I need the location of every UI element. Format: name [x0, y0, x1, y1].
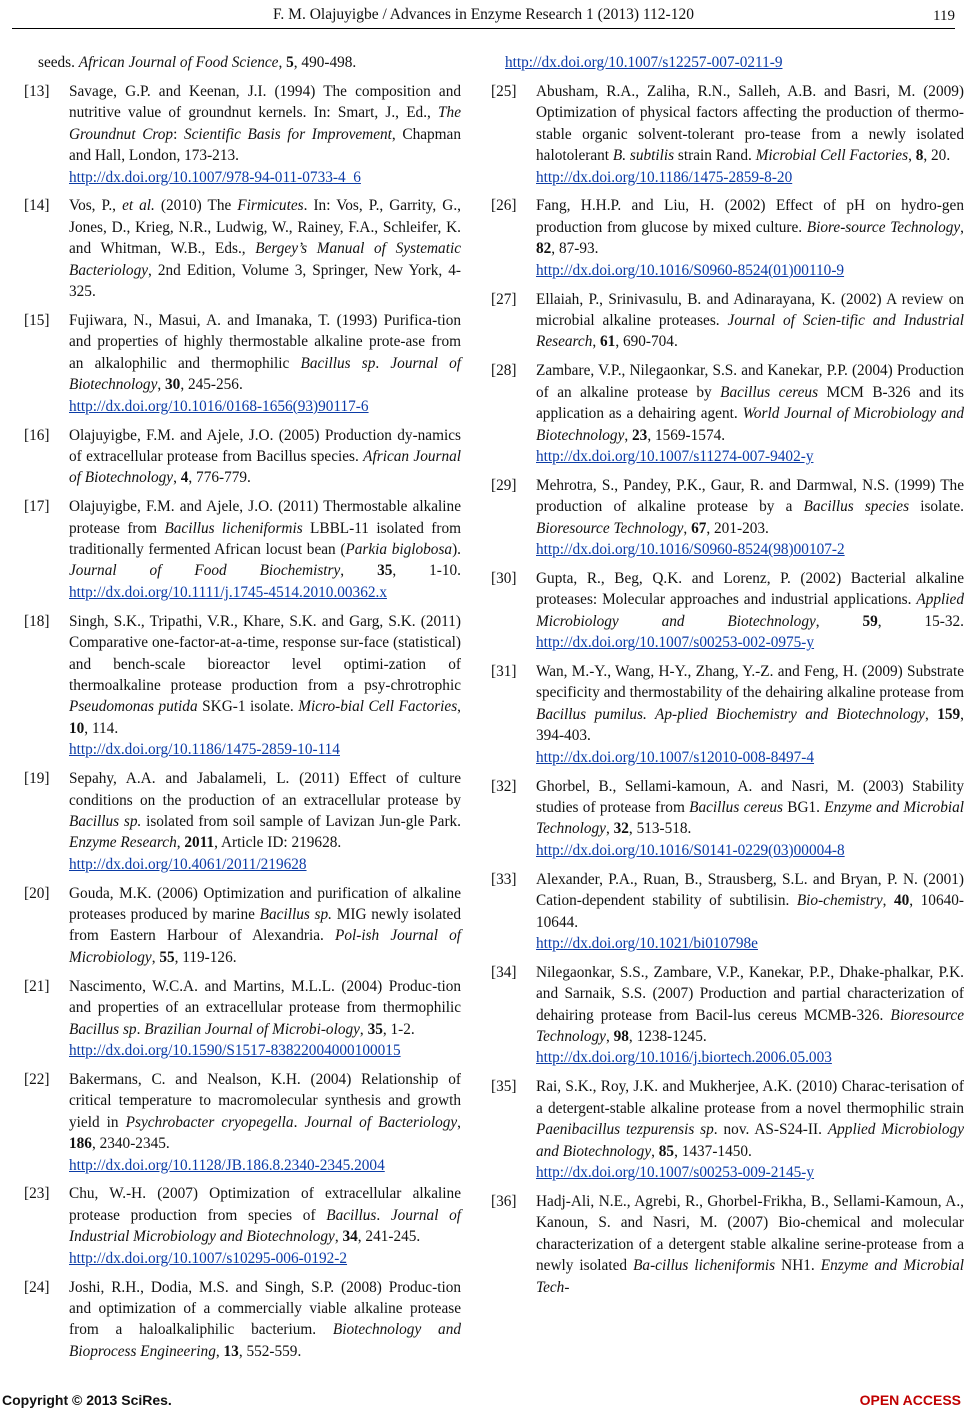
- reference-text: Nilegaonkar, S.S., Zambare, V.P., Kanekar, P.P., Dhake-phalkar, P.K. and Sarnaik, S.S. (2007) Production and partial characterization of dehairing protease from Bacil-lus cereus MCMB-326.: [536, 963, 964, 1024]
- reference-number: [20]: [24, 884, 50, 902]
- reference-number: [24]: [24, 1278, 50, 1296]
- reference-text: Bacillus sp: [300, 354, 376, 372]
- reference-text: MCM B-326 and its application as a dehairing agent.: [536, 383, 965, 423]
- reference-entry: [24, 496, 461, 603]
- reference-text: Applied Microbiology and Biotechnology: [536, 591, 964, 630]
- reference-text: Mehrotra, S., Pandey, P.K., Gaur, R. and Darmwal, N.S. (1999) The production of alkaline protease by a: [536, 476, 964, 516]
- reference-text: et al.: [122, 197, 155, 215]
- reference-text: Enzyme and Microbial Tech-: [536, 1257, 964, 1296]
- reference-entry: [24, 425, 462, 489]
- doi-link[interactable]: http://dx.doi.org/10.1590/S1517-83822004000100015: [69, 1041, 401, 1059]
- reference-text: Journal of Biotechnology: [69, 354, 462, 394]
- reference-text: Pol-ish Journal of Microbiology: [69, 927, 461, 966]
- reference-text: Ba-cillus licheniformis: [633, 1257, 776, 1275]
- reference-text: 55: [159, 948, 175, 966]
- reference-text: ,: [457, 698, 461, 716]
- reference-text: NH1.: [775, 1257, 821, 1275]
- reference-number: [30]: [491, 569, 517, 587]
- reference-text: 4: [180, 469, 189, 487]
- reference-text: Parkia biglobosa: [345, 541, 453, 559]
- reference-text: The Groundnut Crop: [69, 104, 461, 143]
- reference-text: Bacillus species: [803, 498, 910, 516]
- reference-text: Enzyme Research: [69, 834, 177, 852]
- reference-entry: [24, 768, 462, 875]
- reference-number: [32]: [491, 777, 517, 795]
- reference-text: , 114.: [84, 719, 119, 737]
- doi-link[interactable]: http://dx.doi.org/10.1007/s12010-008-8497-4: [536, 748, 815, 766]
- reference-entry: [24, 1277, 461, 1363]
- reference-text: ,: [924, 705, 938, 723]
- reference-text: 2011: [184, 834, 215, 852]
- reference-number: [15]: [24, 311, 50, 329]
- reference-entry: [491, 1191, 964, 1298]
- reference-text: ,: [334, 1228, 343, 1246]
- reference-text: ,: [624, 426, 633, 444]
- reference-text: .: [293, 1113, 305, 1131]
- reference-text: isolate.: [909, 498, 964, 516]
- reference-entry: [24, 81, 461, 188]
- reference-text: ,: [176, 834, 185, 852]
- doi-link[interactable]: http://dx.doi.org/10.1007/s11274-007-9402-y: [536, 447, 814, 465]
- copyright-notice: Copyright © 2013 SciRes.: [2, 1392, 172, 1408]
- reference-text: Hadj-Ali, N.E., Agrebi, R., Ghorbel-Frikha, B., Sellami-Kamoun, A., Kanoun, S. and Nasri, M. (2007) Bio-chemical and molecular characterization of a detergent stable alkaline serine-protease from a newly isolated: [536, 1192, 964, 1275]
- reference-entry: [491, 568, 964, 654]
- reference-text: 23: [632, 426, 648, 444]
- reference-text: Bakermans, C. and Nealson, K.H. (2004) Relationship of critical temperature to macromolecular synthesis and growth yield in: [69, 1070, 461, 1131]
- reference-text: Enzyme and Microbial Technology: [536, 799, 964, 838]
- reference-text: 13: [223, 1342, 239, 1360]
- reference-entry: [491, 475, 964, 561]
- reference-text: Abusham, R.A., Zaliha, R.N., Salleh, A.B. and Basri, M. (2009) Optimization of physical factors affecting the production of thermo-stable organic solvent-tolerant pro-tease from a newly isolated halotolerant: [536, 82, 964, 165]
- reference-text: .: [376, 1206, 391, 1224]
- reference-text: LBBL-11 isolated from traditionally fermented African locust bean (: [69, 519, 461, 559]
- reference-text: , 20.: [923, 147, 951, 165]
- reference-text: Joshi, R.H., Dodia, M.S. and Singh, S.P. (2008) Produc-tion and optimization of a commercially viable alkaline protease from a haloalkaliphilic bacterium.: [69, 1278, 461, 1339]
- reference-text: BG1.: [782, 799, 825, 816]
- reference-text: , 2340-2345.: [91, 1135, 170, 1153]
- header-rule: [12, 28, 955, 29]
- reference-text: Zambare, V.P., Nilegaonkar, S.S. and Kanekar, P.P. (2004) Production of an alkaline protease by: [536, 362, 964, 401]
- doi-link[interactable]: http://dx.doi.org/10.1007/978-94-011-0733-4_6: [69, 168, 361, 186]
- reference-entry: [24, 1183, 462, 1269]
- running-header: [0, 6, 967, 28]
- reference-text: ,: [151, 948, 160, 966]
- open-access-label: OPEN ACCESS: [859, 1392, 961, 1408]
- reference-number: [18]: [24, 612, 50, 630]
- reference-entry: [491, 1076, 964, 1183]
- reference-text: Ellaiah, P., Srinivasulu, B. and Adinarayana, K. (2002) A review on microbial alkaline proteases.: [536, 290, 964, 329]
- reference-text: , 690-704.: [615, 333, 678, 351]
- footer: [0, 1392, 967, 1414]
- reference-number: [23]: [24, 1185, 50, 1203]
- reference-text: 40: [894, 892, 910, 910]
- reference-text: Savage, G.P. and Keenan, J.I. (1994) The composition and nutritive value of groundnut kernels. In: Smart, J., Ed.,: [69, 82, 461, 122]
- reference-text: ,: [157, 376, 166, 394]
- reference-text: Journal of Bacteriology: [304, 1113, 458, 1131]
- doi-link[interactable]: http://dx.doi.org/10.1111/j.1745-4514.2010.00362.x: [69, 583, 387, 601]
- reference-entry: [491, 661, 964, 768]
- reference-text: . In: Vos, P., Garrity, G., Jones, D., Krieg, N.R., Ludwig, W., Rainey, F.A., Schleifer, K. and Whitman, W.B., Eds.,: [69, 197, 461, 258]
- reference-text: Journal of Scien-tific and Industrial Research: [536, 311, 964, 351]
- reference-text: 82: [536, 240, 552, 258]
- reference-text: Rai, S.K., Roy, J.K. and Mukherjee, A.K. (2010) Charac-terisation of a detergent-stable alkaline protease from a novel thermophilic strain: [536, 1078, 964, 1117]
- reference-text: African Journal of Food Science: [78, 54, 279, 71]
- reference-text: ,: [908, 147, 916, 165]
- reference-text: Alexander, P.A., Ruan, B., Strausberg, S.L. and Bryan, P. N. (2001) Cation-dependent stability of subtilisin.: [536, 870, 964, 910]
- reference-entry: [38, 52, 461, 73]
- reference-text: Bacillus: [326, 1206, 377, 1224]
- reference-text: Applied Microbiology and Biotechnology: [536, 1121, 964, 1160]
- reference-text: (2010) The: [154, 197, 238, 215]
- reference-text: , 201-203.: [706, 519, 769, 537]
- reference-entry: [491, 289, 964, 353]
- reference-text: Journal of Industrial Microbiology and Biotechnology: [69, 1206, 462, 1246]
- reference-text: 34: [342, 1228, 358, 1246]
- reference-text: , 1238-1245.: [628, 1028, 707, 1046]
- reference-text: , 1-10.: [392, 562, 461, 580]
- reference-text: Biore-source Technology: [806, 218, 961, 236]
- reference-text: Gupta, R., Beg, Q.K. and Lorenz, P. (2002) Bacterial alkaline proteases: Molecular approaches and industrial applications.: [536, 569, 964, 609]
- doi-link[interactable]: http://dx.doi.org/10.4061/2011/219628: [69, 855, 307, 873]
- reference-text: , 10640-10644.: [536, 892, 964, 931]
- reference-text: , 119-126.: [174, 948, 237, 966]
- reference-text: ,: [605, 1028, 614, 1046]
- reference-text: Bacillus sp.: [69, 812, 142, 830]
- reference-entry: [24, 883, 461, 969]
- reference-number: [34]: [491, 963, 517, 981]
- reference-entry: [491, 360, 965, 467]
- reference-entry: [491, 81, 964, 188]
- reference-text: African Journal of Biotechnology: [69, 447, 462, 487]
- reference-text: :: [173, 125, 184, 143]
- reference-entry: [505, 52, 964, 73]
- doi-link[interactable]: http://dx.doi.org/10.1016/S0141-0229(03)00004-8: [536, 841, 845, 859]
- reference-text: Bioresource Technology: [536, 1006, 964, 1046]
- reference-number: [33]: [491, 870, 517, 888]
- reference-text: ,: [683, 519, 692, 537]
- doi-link[interactable]: http://dx.doi.org/10.1016/S0960-8524(01)00110-9: [536, 261, 845, 279]
- reference-text: 98: [613, 1028, 629, 1046]
- doi-link[interactable]: http://dx.doi.org/10.1007/s10295-006-0192-2: [69, 1249, 348, 1267]
- reference-text: SKG-1 isolate.: [197, 698, 299, 716]
- reference-text: Olajuyigbe, F.M. and Ajele, J.O. (2011) Thermostable alkaline protease from: [69, 498, 461, 537]
- reference-text: ,: [592, 333, 601, 351]
- doi-link[interactable]: http://dx.doi.org/10.1007/s00253-009-2145-y: [536, 1164, 815, 1181]
- reference-text: , 513-518.: [628, 820, 692, 838]
- reference-text: 186: [69, 1135, 92, 1153]
- reference-text: , 552-559.: [238, 1342, 302, 1360]
- reference-text: ,: [173, 469, 181, 487]
- reference-text: MIG newly isolated from Eastern Harbour of Alexandria.: [69, 906, 461, 945]
- reference-text: isolated from soil sample of Lavizan Jun-gle Park.: [141, 812, 462, 830]
- left-column: [24, 52, 462, 1370]
- reference-number: [14]: [24, 197, 50, 215]
- doi-link[interactable]: http://dx.doi.org/10.1007/s12257-007-0211-9: [505, 54, 783, 71]
- reference-text: , 2nd Edition, Volume 3, Springer, New York, 4-325.: [69, 261, 461, 301]
- reference-text: ,: [651, 1142, 659, 1160]
- reference-text: Vos, P.,: [69, 197, 123, 215]
- reference-text: , 1569-1574.: [647, 426, 726, 444]
- reference-text: Journal of Food Biochemistry: [69, 562, 341, 580]
- reference-number: [21]: [24, 977, 50, 995]
- reference-text: strain Rand.: [674, 147, 756, 165]
- reference-entry: [24, 976, 461, 1062]
- reference-number: [31]: [491, 663, 517, 681]
- doi-link[interactable]: http://dx.doi.org/10.1016/0168-1656(93)90117-6: [69, 397, 369, 415]
- reference-text: ,: [340, 562, 378, 580]
- reference-text: Singh, S.K., Tripathi, V.R., Khare, S.K. and Garg, S.K. (2011) Comparative one-factor-at-a-time, response sur-face (statistical) and bench-scale bioreactor level optimi-zation of thermoalkaline protease production from a psy-chrotrophic: [69, 612, 461, 694]
- reference-number: [36]: [491, 1192, 517, 1210]
- reference-text: B. subtilis: [612, 147, 675, 165]
- reference-text: ,: [278, 54, 287, 71]
- reference-text: Micro-bial Cell Factories: [298, 698, 458, 716]
- reference-text: Firmicutes: [237, 197, 304, 215]
- reference-text: 159: [937, 705, 961, 723]
- doi-link[interactable]: http://dx.doi.org/10.1016/S0960-8524(98)00107-2: [536, 541, 845, 559]
- reference-text: 35: [377, 562, 393, 580]
- reference-text: ,: [882, 892, 894, 910]
- doi-link[interactable]: http://dx.doi.org/10.1186/1475-2859-10-114: [69, 741, 340, 759]
- reference-entry: [491, 869, 964, 955]
- reference-text: Fujiwara, N., Masui, A. and Imanaka, T. (1993) Purifica-tion and properties of highly thermostable alkaline prote-ase from an alkalophilic and thermophilic: [69, 311, 461, 372]
- reference-text: Bacillus cereus: [720, 383, 819, 401]
- reference-number: [28]: [491, 362, 517, 380]
- running-title: F. M. Olajuyigbe / Advances in Enzyme Research 1 (2013) 112-120: [273, 6, 694, 23]
- reference-entry: [24, 195, 461, 302]
- reference-text: Scientific Basis for Improvement: [183, 125, 392, 143]
- reference-text: 85: [658, 1142, 675, 1160]
- reference-text: 5: [286, 54, 294, 71]
- reference-text: Bacillus licheniformis: [164, 519, 303, 537]
- reference-text: ,: [457, 1113, 461, 1131]
- reference-number: [35]: [491, 1078, 517, 1096]
- reference-text: Bacillus sp.: [259, 906, 332, 924]
- reference-text: 10: [69, 719, 85, 737]
- doi-link[interactable]: http://dx.doi.org/10.1128/JB.186.8.2340-2345.2004: [69, 1156, 385, 1174]
- reference-text: Microbial Cell Factories: [755, 147, 909, 165]
- reference-text: , 490-498.: [293, 54, 357, 71]
- reference-entry: [491, 776, 964, 862]
- reference-text: Psychrobacter cryopegella: [125, 1113, 294, 1131]
- reference-text: Gouda, M.K. (2006) Optimization and purification of alkaline proteases produced by marine: [69, 884, 461, 924]
- reference-text: ,: [359, 1020, 368, 1038]
- reference-number: [29]: [491, 476, 517, 494]
- reference-number: [27]: [491, 290, 517, 308]
- reference-text: 59: [862, 612, 878, 630]
- reference-text: , 245-256.: [180, 376, 243, 394]
- reference-text: 30: [165, 376, 181, 394]
- reference-text: , 15-32.: [877, 612, 964, 630]
- reference-text: Bio-chemistry: [796, 892, 883, 910]
- reference-entry: [24, 310, 462, 417]
- reference-text: Paenibacillus tezpurensis sp: [536, 1121, 714, 1139]
- doi-link[interactable]: http://dx.doi.org/10.1016/j.biortech.2006.05.003: [536, 1049, 832, 1067]
- reference-text: , 241-245.: [357, 1228, 421, 1246]
- reference-entry: [491, 962, 964, 1069]
- doi-link[interactable]: http://dx.doi.org/10.1021/bi010798e: [536, 934, 758, 952]
- doi-link[interactable]: http://dx.doi.org/10.1007/s00253-002-0975-y: [536, 634, 815, 652]
- reference-text: World Journal of Microbiology and Biotechnology: [536, 405, 964, 444]
- reference-text: Biotechnology and Bioprocess Engineering: [69, 1321, 461, 1360]
- reference-text: . nov. AS-S24-II.: [713, 1121, 828, 1139]
- reference-number: [17]: [24, 498, 50, 516]
- reference-text: Chu, W.-H. (2007) Optimization of extracellular alkaline protease production from species of: [69, 1185, 461, 1224]
- reference-number: [19]: [24, 770, 50, 788]
- reference-text: Olajuyigbe, F.M. and Ajele, J.O. (2005) Production dy-namics of extracellular protease from Bacillus species.: [69, 426, 461, 465]
- reference-number: [26]: [491, 197, 517, 215]
- reference-text: 67: [691, 519, 707, 537]
- reference-text: Nascimento, W.C.A. and Martins, M.L.L. (2004) Produc-tion and properties of an extracellular protease from thermophilic: [69, 977, 461, 1017]
- reference-entry: [491, 195, 964, 281]
- reference-text: Bergey’s Manual of Systematic Bacteriology: [69, 240, 461, 279]
- reference-text: , 394-403.: [536, 705, 964, 745]
- reference-text: Pseudomonas putida: [69, 698, 198, 716]
- reference-text: , Chapman and Hall, London, 173-213.: [69, 125, 461, 165]
- reference-text: , 1437-1450.: [674, 1142, 752, 1160]
- reference-text: ,: [960, 218, 964, 236]
- reference-text: 61: [600, 333, 616, 351]
- reference-text: 35: [367, 1020, 383, 1038]
- reference-text: Bioresource Technology: [536, 519, 684, 537]
- reference-text: , 776-779.: [188, 469, 251, 487]
- reference-text: 8: [915, 147, 924, 165]
- reference-text: ).: [452, 541, 461, 559]
- reference-entry: [24, 1069, 461, 1176]
- reference-number: [13]: [24, 82, 50, 100]
- reference-text: Wan, M.-Y., Wang, H-Y., Zhang, Y.-Z. and Feng, H. (2009) Substrate specificity and thermostability of the dehairing alkaline protease from: [536, 663, 964, 702]
- reference-number: [22]: [24, 1070, 50, 1088]
- reference-text: Sepahy, A.A. and Jabalameli, L. (2011) Effect of culture conditions on the production of an extracellular protease by: [69, 770, 461, 809]
- reference-text: Brazilian Journal of Microbi-ology: [144, 1020, 360, 1038]
- reference-text: , Article ID: 219628.: [214, 834, 342, 852]
- doi-link[interactable]: http://dx.doi.org/10.1186/1475-2859-8-20: [536, 168, 793, 186]
- reference-entry: [24, 611, 461, 761]
- reference-text: Ghorbel, B., Sellami-kamoun, A. and Nasri, M. (2003) Stability studies of protease from: [536, 777, 964, 816]
- reference-text: Fang, H.H.P. and Liu, H. (2002) Effect of pH on hydro-gen production from glucose by mixed culture.: [536, 197, 964, 236]
- reference-text: 32: [613, 820, 629, 838]
- reference-text: , 87-93.: [551, 240, 599, 258]
- reference-text: Bacillus pumilus. Ap-plied Biochemistry and Biotechnology: [536, 705, 925, 723]
- reference-text: .: [136, 1020, 145, 1038]
- reference-text: seeds.: [38, 54, 79, 71]
- reference-text: ,: [605, 820, 614, 838]
- reference-text: Bacillus sp: [69, 1020, 137, 1038]
- page-number: 119: [933, 8, 955, 24]
- reference-text: , 1-2.: [382, 1020, 415, 1038]
- reference-text: ,: [215, 1342, 224, 1360]
- reference-text: Bacillus cereus: [689, 799, 783, 816]
- reference-text: .: [375, 354, 391, 372]
- reference-number: [16]: [24, 426, 50, 444]
- right-column: [491, 52, 965, 1305]
- reference-text: ,: [815, 612, 863, 630]
- reference-number: [25]: [491, 82, 517, 100]
